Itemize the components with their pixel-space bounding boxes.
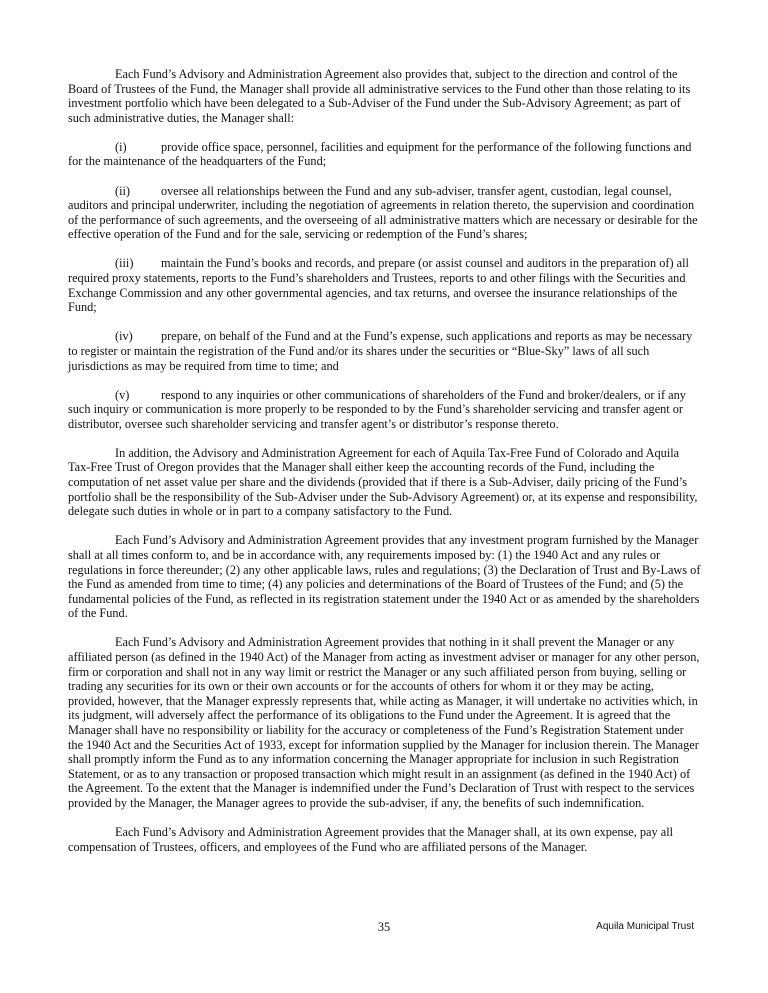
list-number: (v) (115, 387, 130, 402)
compensation-paragraph: Each Fund’s Advisory and Administration Agreement provides that the Manager shall, at its own expense, pay all compensation of Trustees, officers, and employees of the Fund who are affiliated persons of the Manager. (68, 825, 674, 854)
list-text: prepare, on behalf of the Fund and at the Fund’s expense, such applications and reports as may be necessary to register or maintain the registration of the Fund and/or its shares under the securities or “Blue-Sky” laws of all such jurisdictions as may be required from time to time; and (68, 329, 693, 373)
page-number: 35 (377, 920, 391, 934)
affiliated-person-paragraph: Each Fund’s Advisory and Administration Agreement provides that nothing in it shall prevent the Manager or any affiliated person (as defined in the 1940 Act) of the Manager from acting as investment adviser or manager for any other person, firm or corporation and shall not in any way limit or restrict the Manager or any such affiliated person from buying, selling or trading any securities for its own or their own accounts or for the accounts of others for whom it or they may be acting, provided, however, that the Manager expressly represents that, while acting as Manager, it will undertake no activities which, in its judgment, will adversely affect the performance of its obligations to the Fund under the Agreement. It is agreed that the Manager shall have no responsibility or liability for the accuracy or completeness of the Fund’s Registration Statement under the 1940 Act and the Securities Act of 1933, except for information supplied by the Manager for inclusion therein. The Manager shall promptly inform the Fund as to any information concerning the Manager appropriate for inclusion in such Registration Statement, or as to any transaction or proposed transaction which might result in an assignment (as defined in the 1940 Act) of the Agreement. To the extent that the Manager is indemnified under the Fund’s Declaration of Trust with respect to the services provided by the Manager, the Manager agrees to provide the sub-adviser, if any, the benefits of such indemnification. (68, 635, 700, 810)
document-body (68, 67, 701, 869)
list-item-v (68, 388, 701, 432)
accounting-paragraph: In addition, the Advisory and Administration Agreement for each of Aquila Tax-Free Fund of Colorado and Aquila Tax-Free Trust of Oregon provides that the Manager shall either keep the accounting records of the Fund, including the computation of net asset value per share and the dividends (provided that if there is a Sub-Adviser, daily pricing of the Fund’s portfolio shall be the responsibility of the Sub-Adviser under the Sub-Advisory Agreement) or, at its expense and responsibility, delegate such duties in whole or in part to a company satisfactory to the Fund. (68, 445, 698, 519)
list-text: respond to any inquiries or other communications of shareholders of the Fund and broker/dealers, or if any such inquiry or communication is more properly to be responded to by the Fund’s shareholder servicing and transfer agent or distributor, oversee such shareholder servicing and transfer agent’s or distributor’s response thereto. (68, 387, 686, 431)
list-number: (i) (115, 139, 127, 154)
list-text: oversee all relationships between the Fund and any sub-adviser, transfer agent, custodian, legal counsel, auditors and principal underwriter, including the negotiation of agreements in relation thereto, the supervision and coordination of the performance of such agreements, and the overseeing of all administrative matters which are necessary or desirable for the effective operation of the Fund and for the sale, servicing or redemption of the Fund’s shares; (68, 183, 698, 242)
list-item-iii (68, 256, 701, 314)
list-item-ii (68, 184, 701, 242)
intro-paragraph: Each Fund’s Advisory and Administration Agreement also provides that, subject to the direction and control of the Board of Trustees of the Fund, the Manager shall provide all administrative services to the Fund other than those relating to its investment portfolio which have been delegated to a Sub-Adviser of the Fund under the Sub-Advisory Agreement; as part of such administrative duties, the Manager shall: (68, 67, 691, 125)
list-text: provide office space, personnel, facilities and equipment for the performance of the following functions and for the maintenance of the headquarters of the Fund; (68, 139, 692, 169)
investment-program-paragraph: Each Fund’s Advisory and Administration Agreement provides that any investment program furnished by the Manager shall at all times conform to, and be in accordance with, any requirements imposed by: (1) the 1940 Act and any rules or regulations in force thereunder; (2) any other applicable laws, rules and regulations; (3) the Declaration of Trust and By-Laws of the Fund as amended from time to time; (4) any policies and determinations of the Board of Trustees of the Fund; and (5) the fundamental policies of the Fund, as reflected in its registration statement under the 1940 Act or as amended by the shareholders of the Fund. (68, 533, 701, 621)
list-item-iv (68, 329, 701, 373)
list-number: (iii) (115, 256, 134, 271)
list-item-i (68, 140, 701, 169)
list-number: (ii) (115, 183, 131, 198)
list-number: (iv) (115, 329, 133, 344)
document-name: Aquila Municipal Trust (596, 921, 694, 932)
list-text: maintain the Fund’s books and records, and prepare (or assist counsel and auditors in the preparation of) all required proxy statements, reports to the Fund’s shareholders and Trustees, reports to and other filings with the Securities and Exchange Commission and any other governmental agencies, and tax returns, and oversee the insurance relationships of the Fund; (68, 256, 689, 315)
